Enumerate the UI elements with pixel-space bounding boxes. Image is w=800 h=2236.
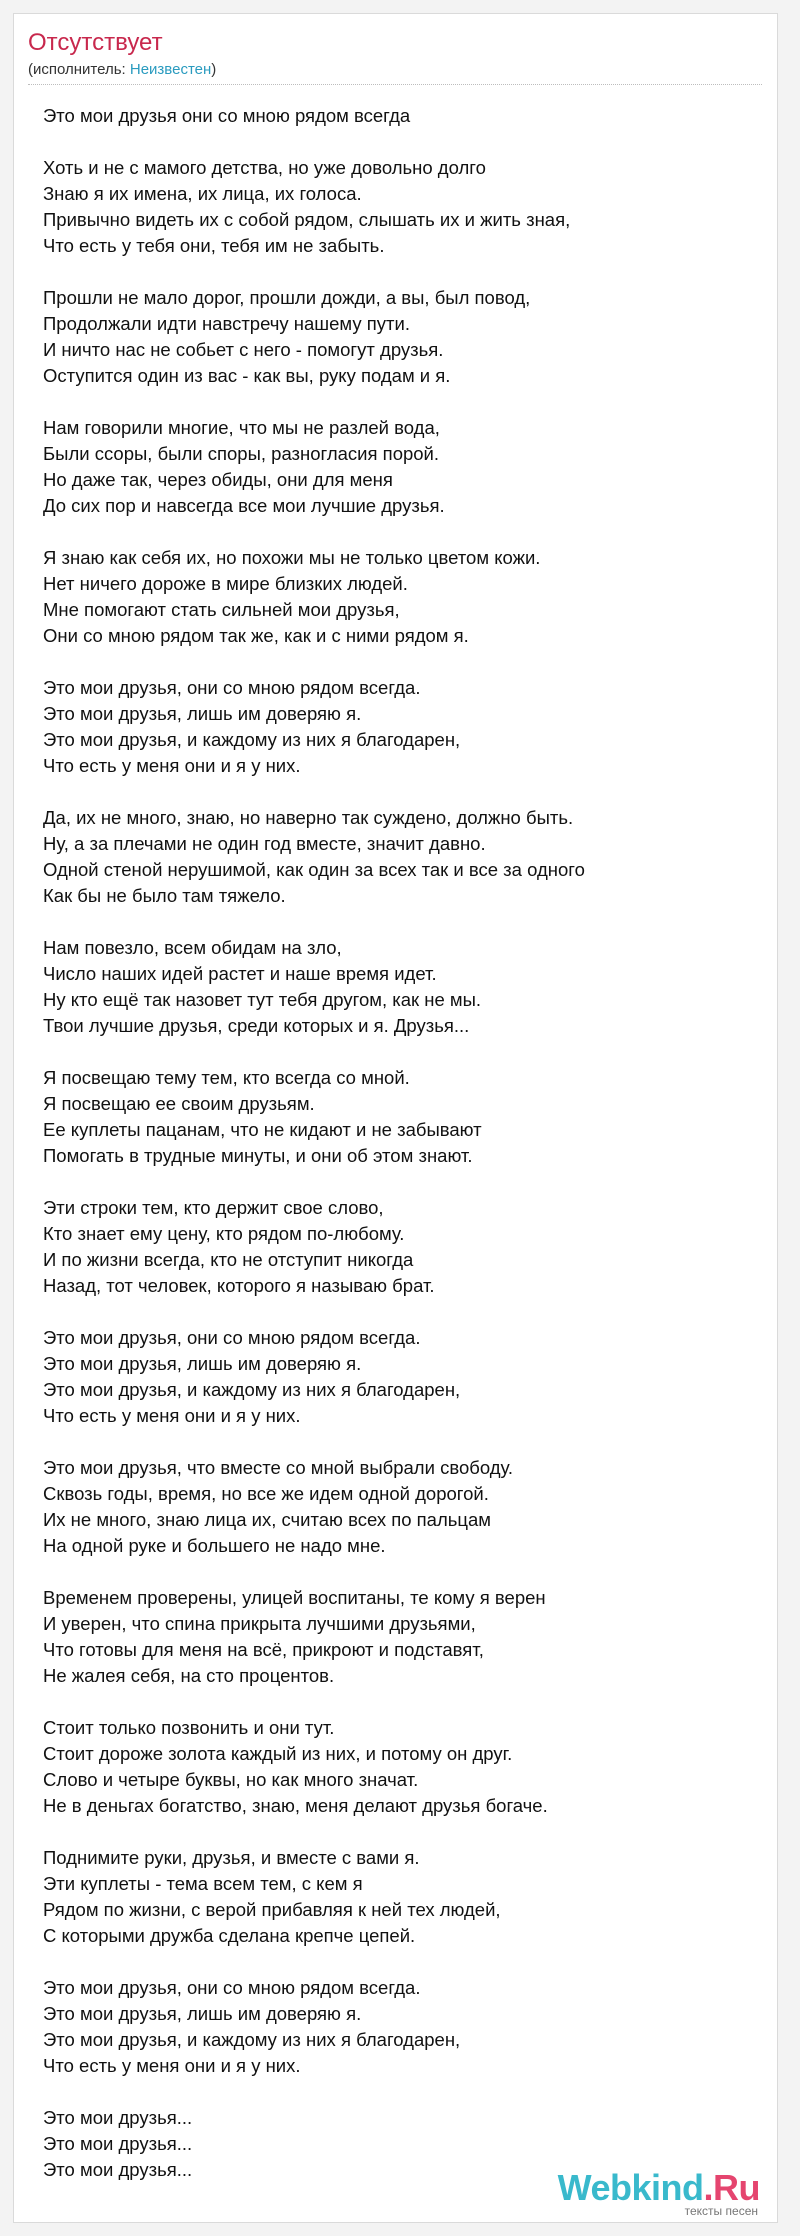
lyrics-line: Число наших идей растет и наше время идет. bbox=[43, 963, 437, 984]
lyrics-line: Мне помогают стать сильней мои друзья, bbox=[43, 599, 400, 620]
lyrics-stanza bbox=[43, 103, 753, 129]
lyrics-stanza bbox=[43, 1845, 753, 1949]
lyrics-line: С которыми дружба сделана крепче цепей. bbox=[43, 1925, 416, 1946]
lyrics-line: Прошли не мало дорог, прошли дожди, а вы, был повод, bbox=[43, 287, 531, 308]
song-title: Отсутствует bbox=[28, 29, 163, 56]
artist-suffix: ) bbox=[211, 61, 217, 78]
lyrics-line: Нам повезло, всем обидам на зло, bbox=[43, 937, 342, 958]
lyrics-line: Сквозь годы, время, но все же идем одной дорогой. bbox=[43, 1483, 489, 1504]
lyrics-line: Их не много, знаю лица их, считаю всех по пальцам bbox=[43, 1509, 492, 1530]
lyrics-line: Это мои друзья, лишь им доверяю я. bbox=[43, 2003, 362, 2024]
lyrics-line: Нам говорили многие, что мы не разлей вода, bbox=[43, 417, 440, 438]
artist-line bbox=[28, 60, 762, 85]
lyrics-line: Это мои друзья, что вместе со мной выбрали свободу. bbox=[43, 1457, 514, 1478]
lyrics-line: Это мои друзья... bbox=[43, 2133, 193, 2154]
lyrics-stanza bbox=[43, 1065, 753, 1169]
lyrics-line: Не в деньгах богатство, знаю, меня делают друзья богаче. bbox=[43, 1795, 548, 1816]
lyrics-line: Рядом по жизни, с верой прибавляя к ней тех людей, bbox=[43, 1899, 501, 1920]
lyrics-line: Поднимите руки, друзья, и вместе с вами я. bbox=[43, 1847, 420, 1868]
lyrics-line: Это мои друзья... bbox=[43, 2159, 193, 2180]
site-logo[interactable] bbox=[557, 2167, 760, 2218]
lyrics-line: Стоит только позвонить и они тут. bbox=[43, 1717, 335, 1738]
lyrics-line: Помогать в трудные минуты, и они об этом знают. bbox=[43, 1145, 473, 1166]
logo-name: Webkind bbox=[557, 2167, 704, 2208]
lyrics-line: Кто знает ему цену, кто рядом по-любому. bbox=[43, 1223, 405, 1244]
lyrics-stanza bbox=[43, 415, 753, 519]
lyrics-line: Продолжали идти навстречу нашему пути. bbox=[43, 313, 410, 334]
lyrics-line: Но даже так, через обиды, они для меня bbox=[43, 469, 393, 490]
lyrics-stanza bbox=[43, 1195, 753, 1299]
lyrics-stanza bbox=[43, 545, 753, 649]
lyrics-line: И ничто нас не собьет с него - помогут друзья. bbox=[43, 339, 444, 360]
lyrics-line: Они со мною рядом так же, как и с ними рядом я. bbox=[43, 625, 469, 646]
lyrics-stanza bbox=[43, 935, 753, 1039]
lyrics-line: Оступится один из вас - как вы, руку подам и я. bbox=[43, 365, 451, 386]
lyrics-line: Это мои друзья, лишь им доверяю я. bbox=[43, 1353, 362, 1374]
lyrics-stanza bbox=[43, 155, 753, 259]
lyrics-stanza bbox=[43, 1585, 753, 1689]
lyrics-line: Да, их не много, знаю, но наверно так суждено, должно быть. bbox=[43, 807, 574, 828]
lyrics-line: Что есть у меня они и я у них. bbox=[43, 1405, 301, 1426]
lyrics-line: И уверен, что спина прикрыта лучшими друзьями, bbox=[43, 1613, 476, 1634]
lyrics-line: Нет ничего дороже в мире близких людей. bbox=[43, 573, 408, 594]
lyrics-line: Привычно видеть их с собой рядом, слышать их и жить зная, bbox=[43, 209, 571, 230]
lyrics-line: Это мои друзья они со мною рядом всегда bbox=[43, 105, 411, 126]
lyrics-line: Это мои друзья, лишь им доверяю я. bbox=[43, 703, 362, 724]
lyrics-line: Что готовы для меня на всё, прикроют и подставят, bbox=[43, 1639, 484, 1660]
lyrics-line: Это мои друзья... bbox=[43, 2107, 193, 2128]
lyrics-line: На одной руке и большего не надо мне. bbox=[43, 1535, 386, 1556]
lyrics-line: Слово и четыре буквы, но как много значат. bbox=[43, 1769, 419, 1790]
lyrics-line: Не жалея себя, на сто процентов. bbox=[43, 1665, 335, 1686]
lyrics-line: Ее куплеты пацанам, что не кидают и не забывают bbox=[43, 1119, 482, 1140]
lyrics-line: Знаю я их имена, их лица, их голоса. bbox=[43, 183, 362, 204]
lyrics-stanza bbox=[43, 675, 753, 779]
lyrics-line: Стоит дороже золота каждый из них, и потому он друг. bbox=[43, 1743, 513, 1764]
artist-link[interactable]: Неизвестен bbox=[129, 61, 212, 78]
lyrics-stanza bbox=[43, 1455, 753, 1559]
lyrics-line: Это мои друзья, и каждому из них я благодарен, bbox=[43, 2029, 461, 2050]
logo-tagline: тексты песен bbox=[684, 2204, 758, 2218]
lyrics-line: Это мои друзья, они со мною рядом всегда. bbox=[43, 1977, 421, 1998]
lyrics-line: Твои лучшие друзья, среди которых и я. Друзья... bbox=[43, 1015, 470, 1036]
lyrics-text bbox=[43, 103, 753, 2209]
lyrics-line: Что есть у тебя они, тебя им не забыть. bbox=[43, 235, 385, 256]
lyrics-line: И по жизни всегда, кто не отступит никогда bbox=[43, 1249, 414, 1270]
lyrics-line: Я знаю как себя их, но похожи мы не только цветом кожи. bbox=[43, 547, 541, 568]
lyrics-line: Это мои друзья, они со мною рядом всегда. bbox=[43, 677, 421, 698]
lyrics-line: Это мои друзья, и каждому из них я благодарен, bbox=[43, 1379, 461, 1400]
lyrics-line: Назад, тот человек, которого я называю брат. bbox=[43, 1275, 435, 1296]
lyrics-line: Как бы не было там тяжело. bbox=[43, 885, 286, 906]
lyrics-line: Временем проверены, улицей воспитаны, те кому я верен bbox=[43, 1587, 546, 1608]
lyrics-stanza bbox=[43, 285, 753, 389]
lyrics-line: Что есть у меня они и я у них. bbox=[43, 755, 301, 776]
lyrics-line: Я посвещаю ее своим друзьям. bbox=[43, 1093, 315, 1114]
lyrics-stanza bbox=[43, 805, 753, 909]
lyrics-stanza bbox=[43, 1975, 753, 2079]
lyrics-line: Это мои друзья, они со мною рядом всегда. bbox=[43, 1327, 421, 1348]
lyrics-line: Одной стеной нерушимой, как один за всех так и все за одного bbox=[43, 859, 585, 880]
lyrics-line: Что есть у меня они и я у них. bbox=[43, 2055, 301, 2076]
lyrics-line: Ну, а за плечами не один год вместе, значит давно. bbox=[43, 833, 486, 854]
lyrics-line: Ну кто ещё так назовет тут тебя другом, как не мы. bbox=[43, 989, 482, 1010]
lyrics-line: Эти строки тем, кто держит свое слово, bbox=[43, 1197, 384, 1218]
artist-prefix: (исполнитель: bbox=[28, 61, 130, 78]
lyrics-stanza bbox=[43, 1715, 753, 1819]
song-header bbox=[28, 28, 762, 85]
lyrics-line: Были ссоры, были споры, разногласия порой. bbox=[43, 443, 440, 464]
lyrics-line: До сих пор и навсегда все мои лучшие друзья. bbox=[43, 495, 445, 516]
lyrics-line: Я посвещаю тему тем, кто всегда со мной. bbox=[43, 1067, 410, 1088]
lyrics-line: Эти куплеты - тема всем тем, с кем я bbox=[43, 1873, 363, 1894]
logo-wordmark bbox=[557, 2167, 760, 2208]
lyrics-line: Это мои друзья, и каждому из них я благодарен, bbox=[43, 729, 461, 750]
logo-tld: .Ru bbox=[703, 2167, 760, 2208]
lyrics-stanza bbox=[43, 1325, 753, 1429]
lyrics-line: Хоть и не с мамого детства, но уже довольно долго bbox=[43, 157, 486, 178]
